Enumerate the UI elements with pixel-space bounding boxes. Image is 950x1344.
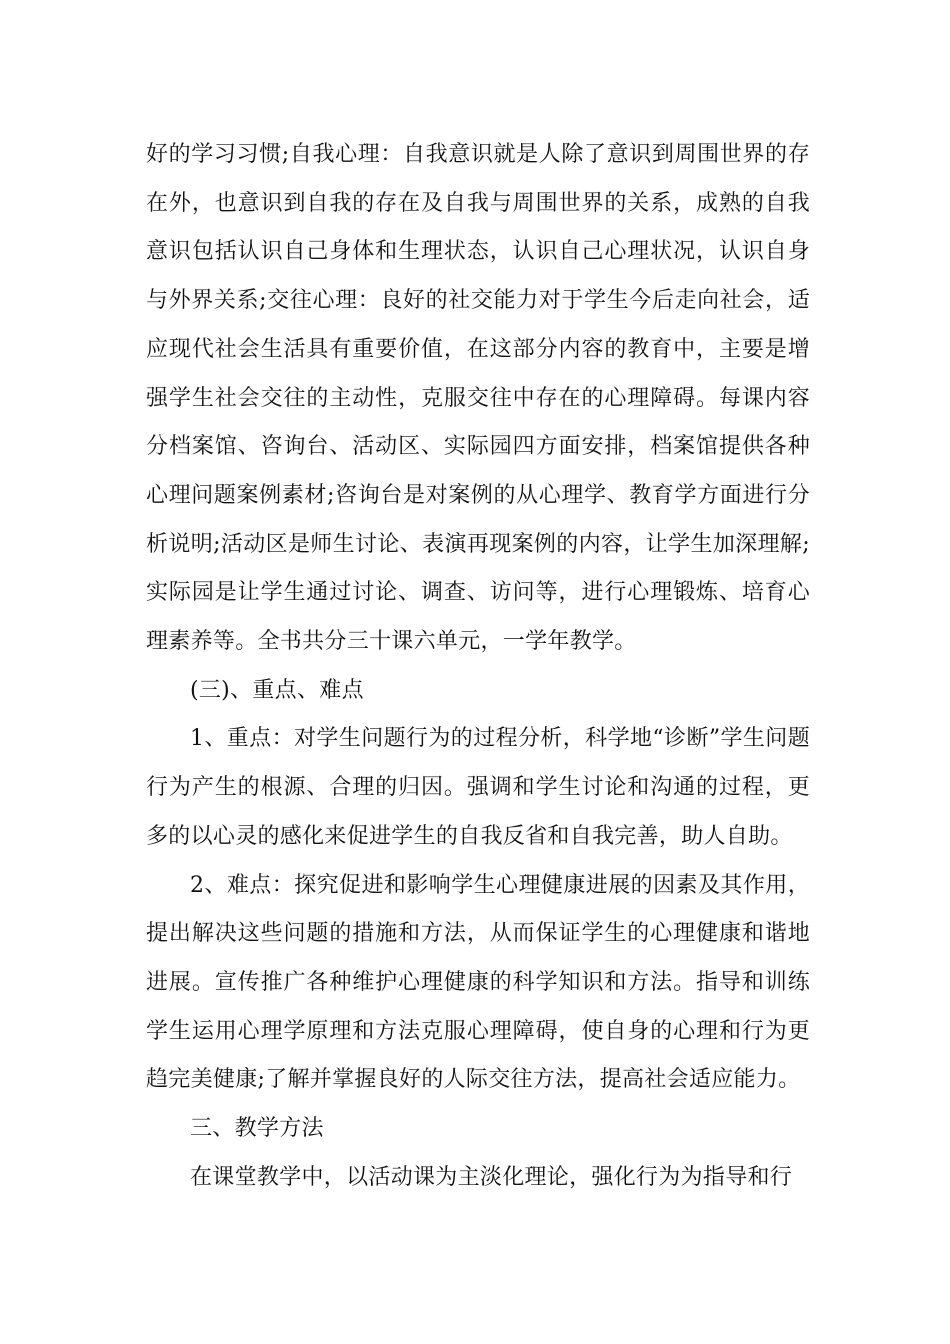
paragraph-difficult-points: 2、难点：探究促进和影响学生心理健康进展的因素及其作用，提出解决这些问题的措施和方法，从而保证学生的心理健康和谐地进展。宣传推广各种维护心理健康的科学知识和方法。指导和训练学生运用心理学原理和方法克服心理障碍，使自身的心理和行为更趋完美健康;了解并掌握良好的人际交往方法，提高社会适应能力。 — [146, 872, 810, 1093]
heading-teaching-methods: 三、教学方法 — [190, 1116, 324, 1142]
paragraph-teaching-methods: 在课堂教学中，以活动课为主淡化理论，强化行为为指导和行 — [190, 1164, 793, 1190]
paragraph-key-points: 1、重点：对学生问题行为的过程分析，科学地“诊断”学生问题行为产生的根源、合理的归因。强调和学生讨论和沟通的过程，更多的以心灵的感化来促进学生的自我反省和自我完善，助人自助。 — [146, 726, 810, 849]
document-body — [146, 131, 810, 1202]
heading-key-difficult-points: (三)、重点、难点 — [190, 677, 364, 703]
paragraph-continuation: 好的学习习惯;自我心理：自我意识就是人除了意识到周围世界的存在外，也意识到自我的存在及自我与周围世界的关系，成熟的自我意识包括认识自己身体和生理状态，认识自己心理状况，认识自身与外界关系;交往心理：良好的社交能力对于学生今后走向社会，适应现代社会生活具有重要价值，在这部分内容的教育中，主要是增强学生社会交往的主动性，克服交往中存在的心理障碍。每课内容分档案馆、咨询台、活动区、实际园四方面安排，档案馆提供各种心理问题案例素材;咨询台是对案例的从心理学、教育学方面进行分析说明;活动区是师生讨论、表演再现案例的内容，让学生加深理解;实际园是让学生通过讨论、调查、访问等，进行心理锻炼、培育心理素养等。全书共分三十课六单元，一学年教学。 — [146, 142, 810, 655]
